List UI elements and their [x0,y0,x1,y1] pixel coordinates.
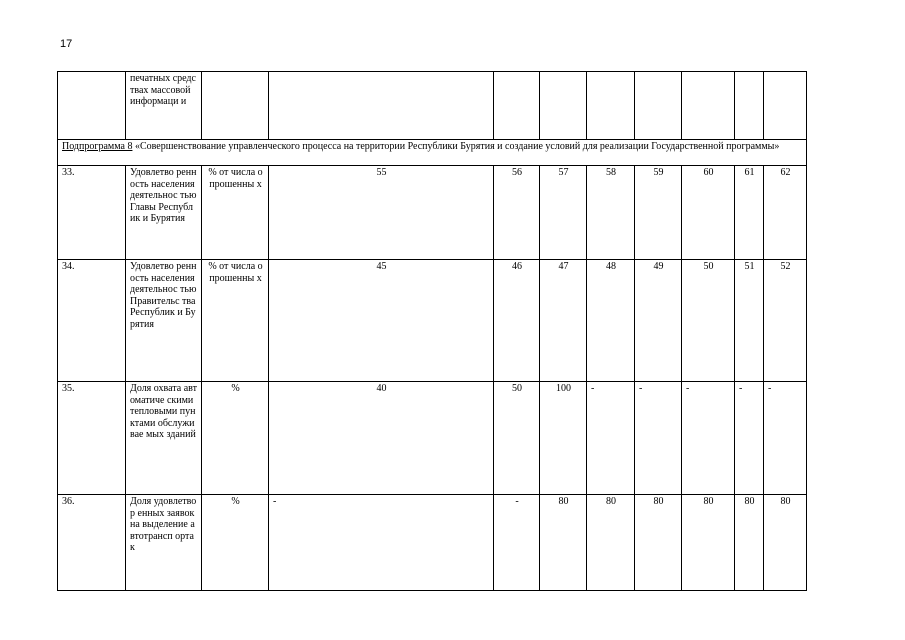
cell-v3: 80 [587,495,635,591]
table-row [58,382,807,495]
cell-v6: 61 [735,166,764,260]
cell-v5: - [682,382,735,495]
cell-base [269,72,494,140]
cell-v5: 80 [682,495,735,591]
cell-base: 55 [269,166,494,260]
cell-unit [202,72,269,140]
cell-v5: 50 [682,260,735,382]
cell-unit: % [202,495,269,591]
cell-v7: 62 [764,166,807,260]
cell-indicator: Удовлетво ренность населения деятельнос тью Правительс тва Республик и Бурятия [126,260,202,382]
cell-v3 [587,72,635,140]
cell-v1: - [494,495,540,591]
subprogram-prefix: Подпрограмма 8 [62,141,133,152]
subprogram-row [58,140,807,166]
cell-v4: 49 [635,260,682,382]
cell-v6: 51 [735,260,764,382]
cell-v2: 100 [540,382,587,495]
cell-unit: % от числа опрошенны х [202,260,269,382]
cell-v7: 52 [764,260,807,382]
subprogram-title: «Совершенствование управленческого процесса на территории Республики Бурятия и создание условий для реализации Государственной программы» [132,141,780,152]
cell-v2: 80 [540,495,587,591]
cell-v2: 57 [540,166,587,260]
cell-unit: % от числа опрошенны х [202,166,269,260]
cell-unit: % [202,382,269,495]
cell-indicator: Удовлетво ренность населения деятельнос тью Главы Республик и Бурятия [126,166,202,260]
table-row [58,260,807,382]
page-number: 17 [60,38,73,50]
cell-v3: 48 [587,260,635,382]
cell-v2 [540,72,587,140]
cell-v1: 46 [494,260,540,382]
cell-v7: - [764,382,807,495]
cell-v5: 60 [682,166,735,260]
cell-v6 [735,72,764,140]
cell-v2: 47 [540,260,587,382]
cell-base: - [269,495,494,591]
cell-num [58,72,126,140]
cell-indicator: печатных средствах массовой информаци и [126,72,202,140]
cell-num: 35. [58,382,126,495]
cell-num: 33. [58,166,126,260]
indicators-table [57,71,807,591]
cell-v1: 56 [494,166,540,260]
cell-v1 [494,72,540,140]
cell-base: 45 [269,260,494,382]
cell-v6: 80 [735,495,764,591]
cell-indicator: Доля охвата автоматиче скими тепловыми пунктами обслуживае мых зданий [126,382,202,495]
cell-v7 [764,72,807,140]
cell-num: 34. [58,260,126,382]
cell-v4: 59 [635,166,682,260]
cell-v4: 80 [635,495,682,591]
cell-num: 36. [58,495,126,591]
cell-v4: - [635,382,682,495]
cell-v5 [682,72,735,140]
cell-base: 40 [269,382,494,495]
cell-v3: - [587,382,635,495]
cell-v3: 58 [587,166,635,260]
cell-v6: - [735,382,764,495]
cell-v7: 80 [764,495,807,591]
subprogram-heading [58,140,807,166]
cell-v1: 50 [494,382,540,495]
cell-indicator: Доля удовлетвор енных заявок на выделение автотрансп орта к [126,495,202,591]
table-row-continued [58,72,807,140]
table-row [58,495,807,591]
cell-v4 [635,72,682,140]
table-row [58,166,807,260]
